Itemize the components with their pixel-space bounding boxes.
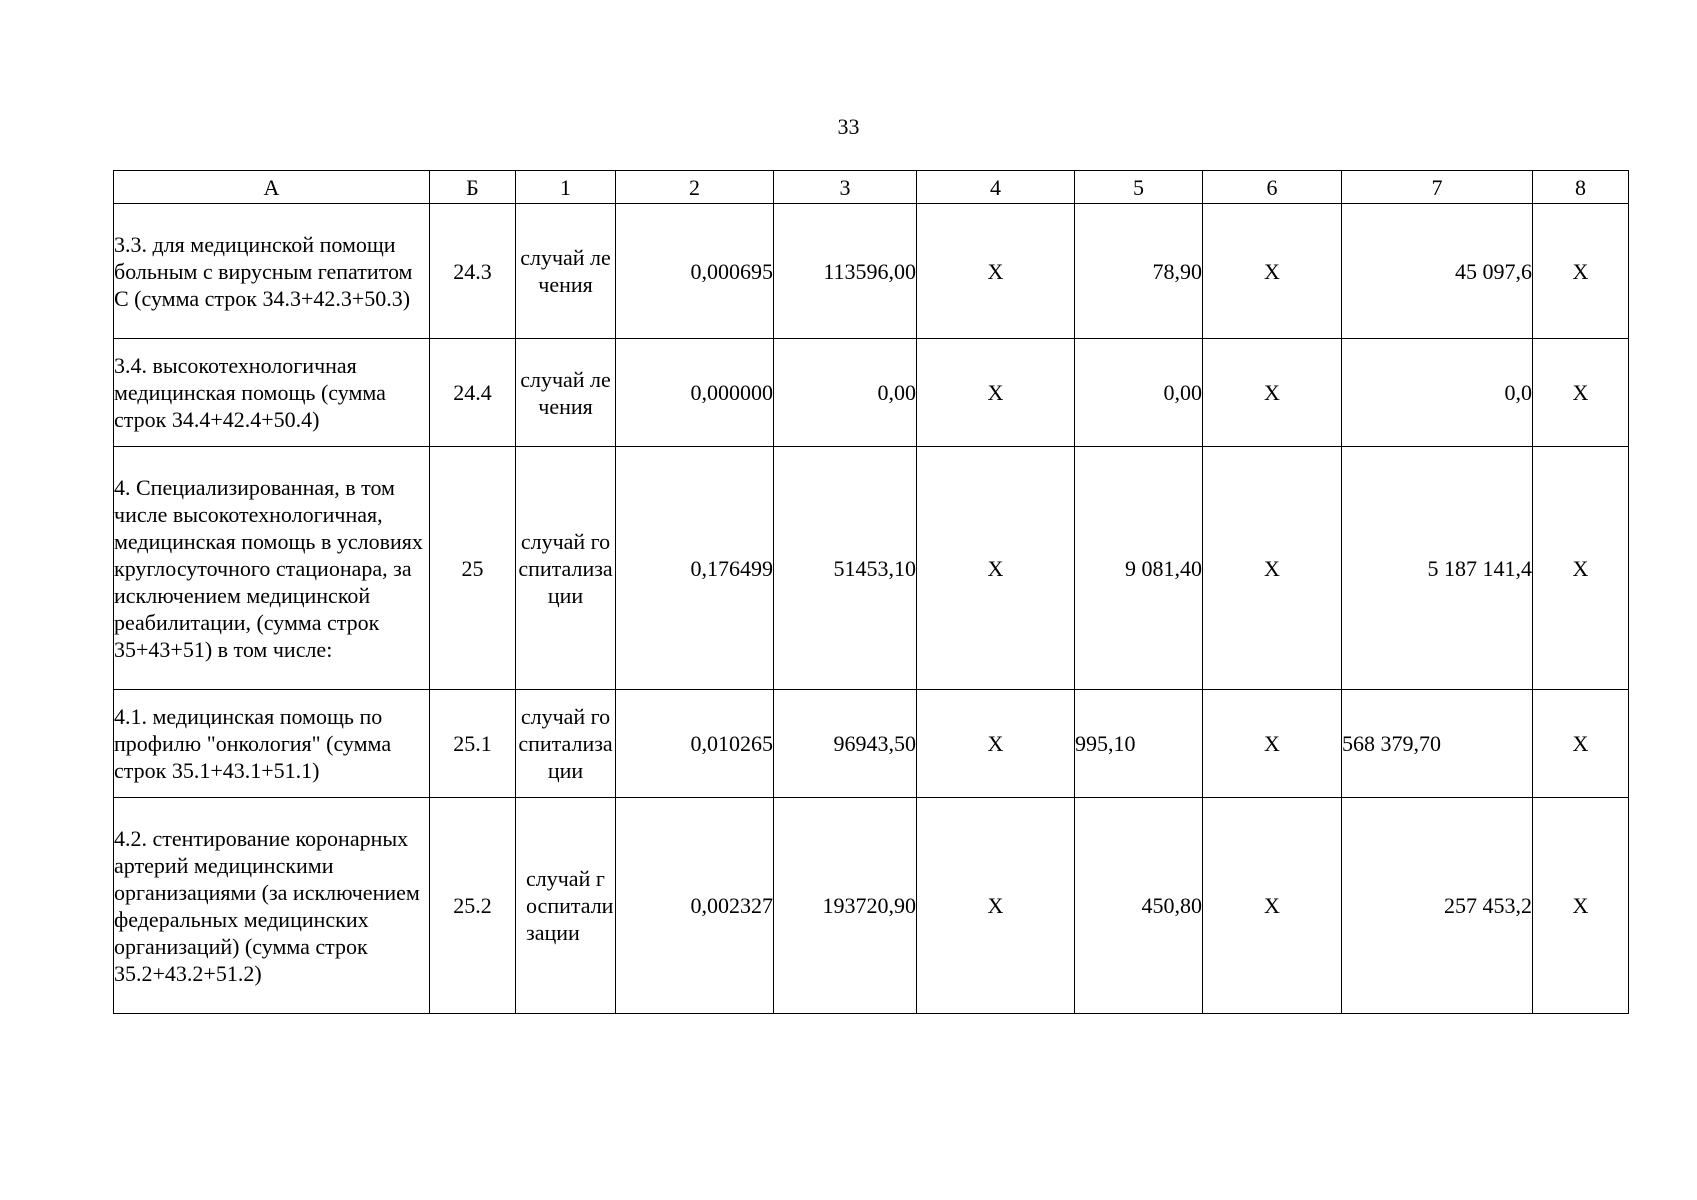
- row-col-3: 113596,00: [774, 204, 917, 339]
- header-cell-1: 1: [516, 171, 616, 204]
- table-row: [114, 447, 1629, 690]
- row-col-2: 0,176499: [616, 447, 774, 690]
- row-col-8: Х: [1533, 690, 1629, 798]
- row-name: 4.2. стентирование коронарных артерий медицинскими организациями (за исключением федеральных медицинских организаций) (сумма строк 35.2+43.2+51.2): [114, 798, 430, 1014]
- row-col-2: 0,002327: [616, 798, 774, 1014]
- row-name: 3.4. высокотехнологичная медицинская помощь (сумма строк 34.4+42.4+50.4): [114, 339, 430, 447]
- header-cell-5: 5: [1075, 171, 1203, 204]
- row-col-6: Х: [1203, 447, 1342, 690]
- row-name: 4.1. медицинская помощь по профилю "онкология" (сумма строк 35.1+43.1+51.1): [114, 690, 430, 798]
- row-col-6: Х: [1203, 339, 1342, 447]
- header-cell-4: 4: [917, 171, 1075, 204]
- row-col-3: 51453,10: [774, 447, 917, 690]
- row-col-7: 0,0: [1342, 339, 1533, 447]
- row-col-7: 5 187 141,4: [1342, 447, 1533, 690]
- row-unit: случай лечения: [516, 204, 616, 339]
- row-col-4: Х: [917, 339, 1075, 447]
- table-row: [114, 339, 1629, 447]
- data-table: [113, 170, 1629, 1014]
- row-unit: случай госпитализации: [516, 447, 616, 690]
- row-col-8: Х: [1533, 204, 1629, 339]
- row-unit: случай госпитализации: [516, 798, 616, 1014]
- row-col-6: Х: [1203, 690, 1342, 798]
- row-col-3: 96943,50: [774, 690, 917, 798]
- row-col-4: Х: [917, 447, 1075, 690]
- row-col-8: Х: [1533, 447, 1629, 690]
- row-unit: случай лечения: [516, 339, 616, 447]
- header-cell-8: 8: [1533, 171, 1629, 204]
- row-col-5: 78,90: [1075, 204, 1203, 339]
- row-line-code: 24.4: [430, 339, 516, 447]
- header-row: [114, 171, 1629, 204]
- row-col-4: Х: [917, 204, 1075, 339]
- row-col-2: 0,010265: [616, 690, 774, 798]
- table-row: [114, 204, 1629, 339]
- header-cell-3: 3: [774, 171, 917, 204]
- row-col-8: Х: [1533, 339, 1629, 447]
- row-col-3: 0,00: [774, 339, 917, 447]
- row-col-5: 450,80: [1075, 798, 1203, 1014]
- table-row: [114, 798, 1629, 1014]
- row-col-8: Х: [1533, 798, 1629, 1014]
- row-col-5: 9 081,40: [1075, 447, 1203, 690]
- row-col-6: Х: [1203, 798, 1342, 1014]
- header-cell-b: Б: [430, 171, 516, 204]
- row-col-4: Х: [917, 798, 1075, 1014]
- row-name: 4. Специализированная, в том числе высокотехнологичная, медицинская помощь в условиях круглосуточного стационара, за исключением медицинской реабилитации, (сумма строк 35+43+51) в том числе:: [114, 447, 430, 690]
- row-col-5: 995,10: [1075, 690, 1203, 798]
- row-line-code: 25.2: [430, 798, 516, 1014]
- header-cell-2: 2: [616, 171, 774, 204]
- row-col-7: 568 379,70: [1342, 690, 1533, 798]
- page-number: 33: [837, 114, 860, 139]
- table-row: [114, 690, 1629, 798]
- header-cell-a: А: [114, 171, 430, 204]
- header-cell-6: 6: [1203, 171, 1342, 204]
- row-line-code: 24.3: [430, 204, 516, 339]
- row-col-7: 45 097,6: [1342, 204, 1533, 339]
- row-unit: случай госпитализации: [516, 690, 616, 798]
- row-col-6: Х: [1203, 204, 1342, 339]
- row-col-4: Х: [917, 690, 1075, 798]
- row-col-5: 0,00: [1075, 339, 1203, 447]
- row-col-3: 193720,90: [774, 798, 917, 1014]
- row-line-code: 25: [430, 447, 516, 690]
- row-name: 3.3. для медицинской помощи больным с вирусным гепатитом С (сумма строк 34.3+42.3+50.3): [114, 204, 430, 339]
- header-cell-7: 7: [1342, 171, 1533, 204]
- row-line-code: 25.1: [430, 690, 516, 798]
- row-col-2: 0,000000: [616, 339, 774, 447]
- row-col-2: 0,000695: [616, 204, 774, 339]
- row-col-7: 257 453,2: [1342, 798, 1533, 1014]
